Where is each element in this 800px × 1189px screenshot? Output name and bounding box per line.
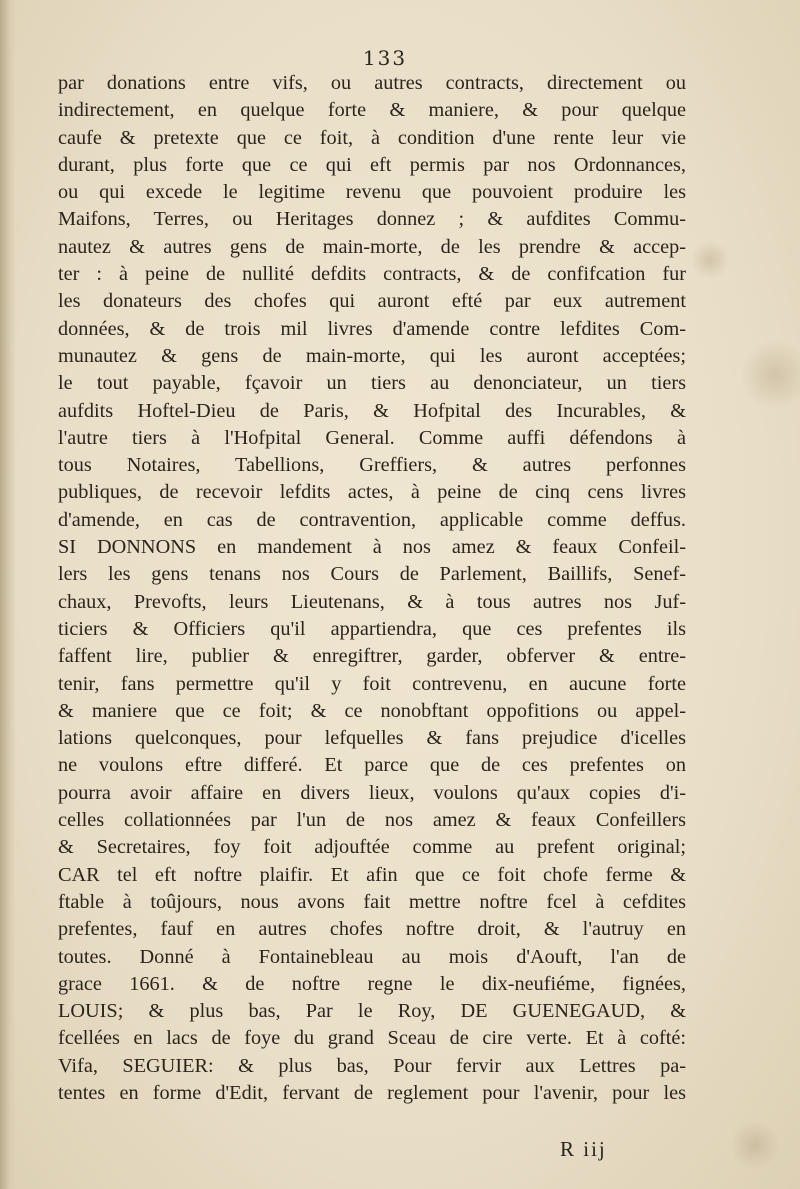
text-line: munautez & gens de main-morte, qui les auront acceptées; xyxy=(58,344,686,367)
text-line: lations quelconques, pour lefquelles & fans prejudice d'icelles xyxy=(58,727,686,750)
foxing-spot xyxy=(690,240,730,280)
text-line: durant, plus forte que ce qui eft permis par nos Ordonnances, xyxy=(58,153,686,176)
text-line: prefentes, fauf en autres chofes noftre droit, & l'autruy en xyxy=(58,918,686,941)
text-line: l'autre tiers à l'Hofpital General. Comme auffi défendons à xyxy=(58,426,686,449)
text-line: tentes en forme d'Edit, fervant de reglement pour l'avenir, pour les xyxy=(58,1081,686,1104)
text-line: toutes. Donné à Fontainebleau au mois d'Aouft, l'an de xyxy=(58,945,686,968)
text-line: ter : à peine de nullité defdits contracts, & de confifcation fur xyxy=(58,263,686,286)
text-line: indirectement, en quelque forte & maniere, & pour quelque xyxy=(58,99,686,122)
text-line: les donateurs des chofes qui auront efté par eux autrement xyxy=(58,290,686,313)
text-line: chaux, Prevofts, leurs Lieutenans, & à tous autres nos Juf- xyxy=(58,590,686,613)
text-line: données, & de trois mil livres d'amende contre lefdites Com- xyxy=(58,317,686,340)
text-line: faffent lire, publier & enregiftrer, garder, obferver & entre- xyxy=(58,645,686,668)
text-line: tenir, fans permettre qu'il y foit contrevenu, en aucune forte xyxy=(58,672,686,695)
signature-mark: R iij xyxy=(560,1137,607,1161)
text-line: CAR tel eft noftre plaifir. Et afin que ce foit chofe ferme & xyxy=(58,863,686,886)
text-line: SI DONNONS en mandement à nos amez & feaux Confeil- xyxy=(58,536,686,559)
text-line: d'amende, en cas de contravention, applicable comme deffus. xyxy=(58,508,686,531)
text-line: ticiers & Officiers qu'il appartiendra, que ces prefentes ils xyxy=(58,617,686,640)
text-line: & Secretaires, foy foit adjouftée comme au prefent original; xyxy=(58,836,686,859)
foxing-spot xyxy=(730,1120,780,1170)
text-line: tous Notaires, Tabellions, Greffiers, & autres perfonnes xyxy=(58,454,686,477)
text-line: ou qui excede le legitime revenu que pouvoient produire les xyxy=(58,181,686,204)
text-line: LOUIS; & plus bas, Par le Roy, DE GUENEGAUD, & xyxy=(58,1000,686,1023)
foxing-spot xyxy=(740,340,800,410)
text-line: publiques, de recevoir lefdits actes, à peine de cinq cens livres xyxy=(58,481,686,504)
text-line: aufdits Hoftel-Dieu de Paris, & Hofpital des Incurables, & xyxy=(58,399,686,422)
text-line: ne voulons eftre differé. Et parce que de ces prefentes on xyxy=(58,754,686,777)
text-line: Vifa, SEGUIER: & plus bas, Pour fervir aux Lettres pa- xyxy=(58,1054,686,1077)
text-line: le tout payable, fçavoir un tiers au denonciateur, un tiers xyxy=(58,372,686,395)
text-line: nautez & autres gens de main-morte, de les prendre & accep- xyxy=(58,235,686,258)
page-number: 133 xyxy=(362,46,408,70)
text-line: celles collationnées par l'un de nos amez & feaux Confeillers xyxy=(58,809,686,832)
text-line: fcellées en lacs de foye du grand Sceau de cire verte. Et à cofté: xyxy=(58,1027,686,1050)
text-line: ftable à toûjours, nous avons fait mettre noftre fcel à cefdites xyxy=(58,890,686,913)
text-line: par donations entre vifs, ou autres contracts, directement ou xyxy=(58,72,686,94)
text-line: lers les gens tenans nos Cours de Parlement, Baillifs, Senef- xyxy=(58,563,686,586)
text-line: grace 1661. & de noftre regne le dix-neufiéme, fignées, xyxy=(58,972,686,995)
body-text xyxy=(58,70,686,1107)
text-line: caufe & pretexte que ce foit, à condition d'une rente leur vie xyxy=(58,126,686,149)
text-line: pourra avoir affaire en divers lieux, voulons qu'aux copies d'i- xyxy=(58,781,686,804)
page-gutter xyxy=(0,0,16,1189)
text-line: & maniere que ce foit; & ce nonobftant oppofitions ou appel- xyxy=(58,699,686,722)
text-line: Maifons, Terres, ou Heritages donnez ; & aufdites Commu- xyxy=(58,208,686,231)
